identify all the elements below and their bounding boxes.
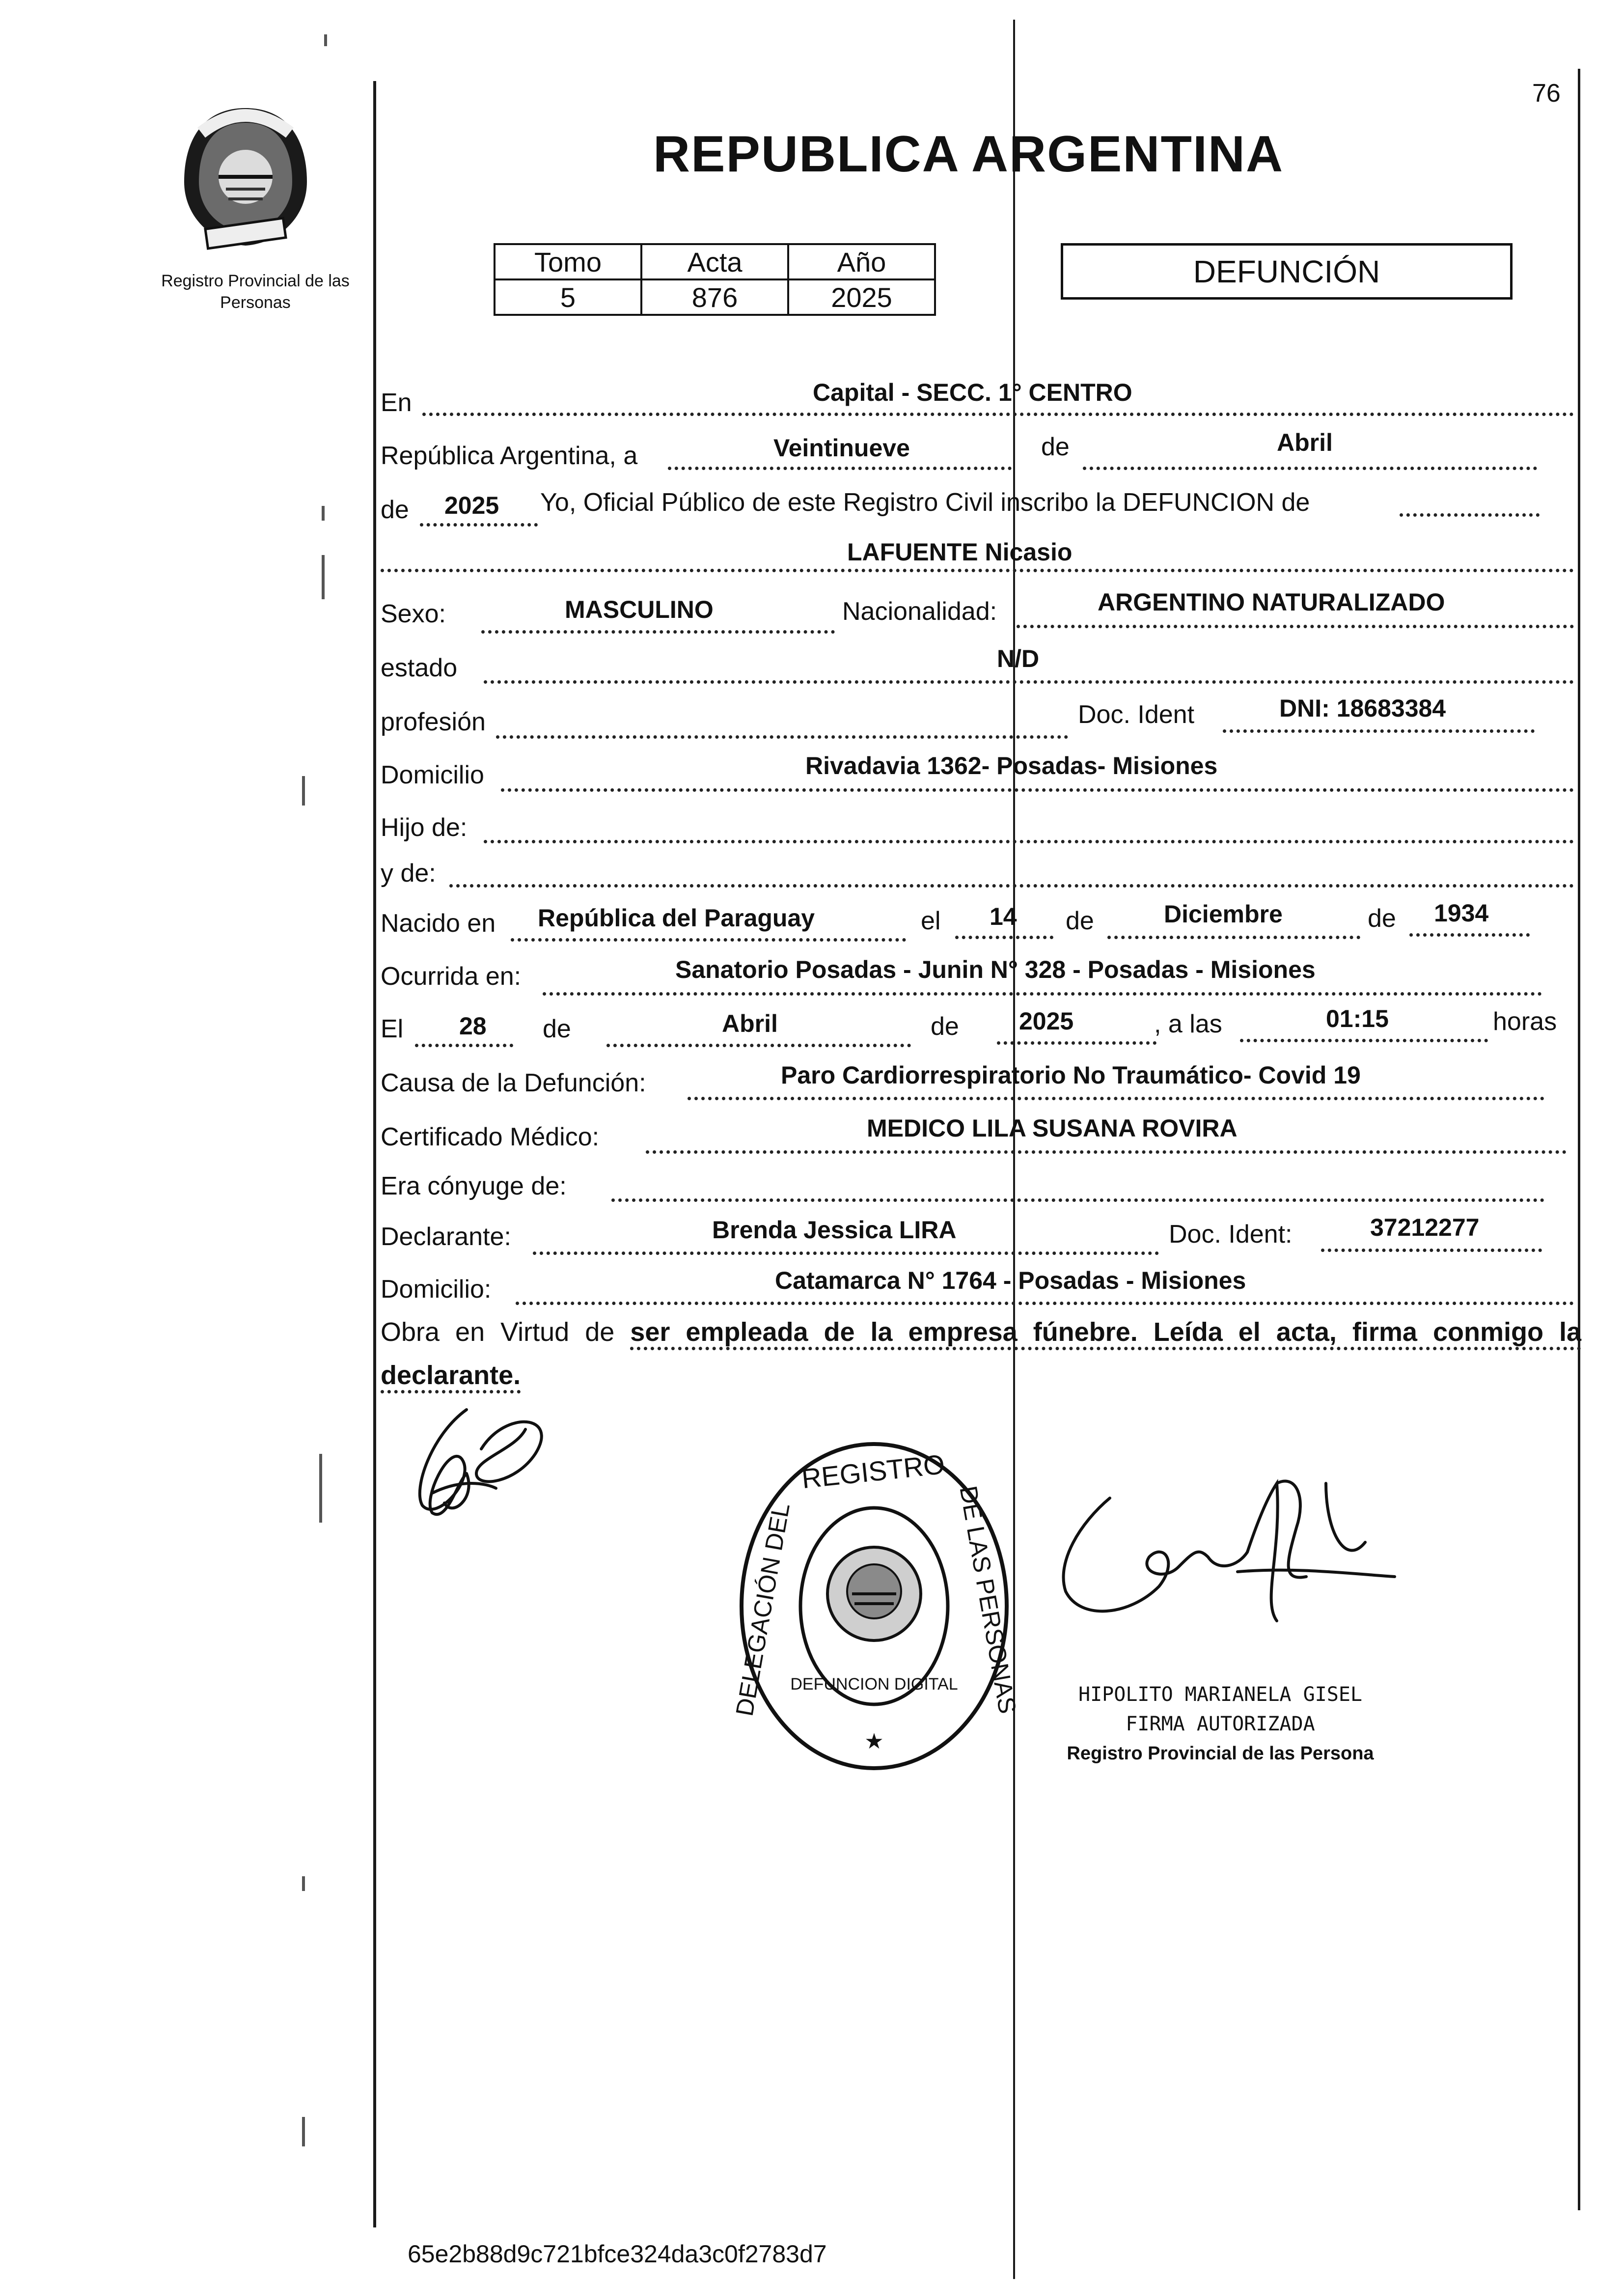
- scan-mark: [322, 555, 325, 599]
- year-dots: [420, 523, 538, 527]
- misiones-logo: [172, 103, 319, 255]
- causa-dots: [688, 1097, 1544, 1100]
- nacido-dots: [511, 938, 906, 942]
- domicilio2-label: Domicilio:: [381, 1275, 492, 1304]
- death-month: Abril: [722, 1010, 778, 1037]
- birth-year-dots: [1409, 933, 1530, 937]
- official-stamp: [732, 1434, 1017, 1778]
- certificado-value: MEDICO LILA SUSANA ROVIRA: [867, 1114, 1238, 1142]
- declarante-signature: [403, 1400, 560, 1532]
- doc-ident-dots: [1223, 729, 1535, 733]
- death-month-dots: [606, 1044, 911, 1047]
- birth-day-dots: [955, 936, 1053, 939]
- domicilio2-dots: [516, 1302, 1574, 1305]
- estado-dots: [484, 680, 1574, 684]
- el-label: el: [921, 907, 941, 935]
- logo-caption: Registro Provincial de las Personas: [161, 272, 350, 312]
- de-label-2: de: [381, 496, 409, 524]
- scan-mark: [302, 2117, 305, 2146]
- month-dots: [1083, 467, 1537, 470]
- scan-mark: [302, 776, 305, 806]
- death-year: 2025: [1019, 1007, 1074, 1035]
- svg-text:REGISTRO: REGISTRO: [800, 1448, 946, 1495]
- profesion-dots: [496, 735, 1068, 739]
- act-type-box: [1061, 243, 1513, 300]
- header-tomo: Tomo: [495, 244, 641, 279]
- authorized-signature: [1051, 1454, 1404, 1680]
- a-las-label: , a las: [1154, 1010, 1222, 1038]
- birth-month: Diciembre: [1164, 900, 1283, 928]
- de-label-4: de: [1368, 904, 1396, 933]
- horas-label: horas: [1493, 1007, 1557, 1036]
- obra-value: ser empleada de la empresa fúnebre. Leída el acta, firma conmigo la declarante.: [381, 1317, 1581, 1393]
- svg-text:DE LAS PERSONAS: DE LAS PERSONAS: [954, 1483, 1017, 1716]
- signer-office: Registro Provincial de las Persona: [1067, 1743, 1374, 1764]
- ocurrida-label: Ocurrida en:: [381, 962, 522, 991]
- obra-prefix: Obra en Virtud de: [381, 1317, 615, 1347]
- document-title: REPUBLICA ARGENTINA: [653, 126, 1284, 183]
- nacido-value: República del Paraguay: [538, 904, 815, 932]
- death-time: 01:15: [1326, 1005, 1389, 1032]
- month: Abril: [1277, 429, 1333, 456]
- republica-label: República Argentina, a: [381, 442, 638, 470]
- nacionalidad-dots: [1017, 625, 1574, 628]
- scan-mark: [324, 34, 327, 46]
- day-dots: [668, 467, 1012, 470]
- conyuge-dots: [611, 1198, 1544, 1202]
- value-tomo: 5: [495, 279, 641, 315]
- conyuge-label: Era cónyuge de:: [381, 1172, 567, 1200]
- value-ano: 2025: [788, 279, 935, 315]
- yde-dots: [449, 884, 1574, 888]
- en-value: Capital - SECC. 1° CENTRO: [813, 379, 1132, 406]
- time-dots: [1240, 1039, 1488, 1042]
- svg-text:★: ★: [864, 1729, 884, 1754]
- inscribo-text: Yo, Oficial Público de este Registro Civil inscribo la DEFUNCION de: [540, 488, 1310, 517]
- right-margin-line: [1578, 69, 1580, 2210]
- estado-value: N/D: [997, 645, 1040, 672]
- declarante-dots: [533, 1251, 1159, 1255]
- certificado-dots: [646, 1150, 1567, 1154]
- declarante-label: Declarante:: [381, 1223, 511, 1251]
- doc-ident2-dots: [1321, 1249, 1542, 1252]
- domicilio-label: Domicilio: [381, 761, 484, 789]
- ocurrida-dots: [543, 992, 1542, 996]
- signer-role: FIRMA AUTORIZADA: [1126, 1713, 1315, 1735]
- birth-day: 14: [990, 903, 1017, 930]
- header-ano: Año: [788, 244, 935, 279]
- sexo-dots: [481, 630, 835, 634]
- doc-ident-value: DNI: 18683384: [1279, 695, 1446, 722]
- scan-mark: [302, 1876, 305, 1891]
- de-label-1: de: [1041, 433, 1070, 461]
- year: 2025: [444, 492, 499, 519]
- estado-label: estado: [381, 654, 458, 682]
- name-dots: [381, 569, 1574, 572]
- sexo-value: MASCULINO: [565, 596, 714, 623]
- doc-ident2-label: Doc. Ident:: [1169, 1220, 1293, 1249]
- causa-value: Paro Cardiorrespiratorio No Traumático- Covid 19: [781, 1061, 1361, 1089]
- document-hash: 65e2b88d9c721bfce324da3c0f2783d7: [408, 2240, 827, 2268]
- page-number: 76: [1532, 79, 1561, 108]
- left-margin-line: [373, 81, 376, 2227]
- death-day-dots: [415, 1044, 513, 1047]
- en-dots: [422, 413, 1574, 416]
- scan-mark: [322, 506, 325, 521]
- nacido-label: Nacido en: [381, 909, 496, 938]
- hijo-label: Hijo de:: [381, 813, 468, 842]
- yde-label: y de:: [381, 859, 436, 888]
- en-label: En: [381, 389, 412, 417]
- de-label-3: de: [1066, 907, 1094, 935]
- death-year-dots: [997, 1041, 1156, 1045]
- act-type: DEFUNCIÓN: [1193, 253, 1380, 289]
- nacionalidad-value: ARGENTINO NATURALIZADO: [1098, 588, 1445, 616]
- declarante-value: Brenda Jessica LIRA: [712, 1216, 957, 1244]
- svg-text:DEFUNCION DIGITAL: DEFUNCION DIGITAL: [790, 1675, 958, 1694]
- profesion-label: profesión: [381, 708, 486, 736]
- domicilio2-value: Catamarca N° 1764 - Posadas - Misiones: [775, 1267, 1246, 1294]
- causa-label: Causa de la Defunción:: [381, 1069, 646, 1097]
- domicilio-value: Rivadavia 1362- Posadas- Misiones: [805, 752, 1218, 779]
- de-label-6: de: [931, 1012, 959, 1041]
- inscribo-dots: [1400, 513, 1540, 517]
- doc-ident-label: Doc. Ident: [1078, 700, 1195, 729]
- domicilio-dots: [501, 788, 1574, 792]
- nacionalidad-label: Nacionalidad:: [842, 597, 997, 626]
- scan-mark: [319, 1454, 322, 1523]
- doc-ident2-value: 37212277: [1370, 1214, 1480, 1241]
- signer-name: HIPOLITO MARIANELA GISEL: [1078, 1683, 1362, 1706]
- day-word: Veintinueve: [773, 434, 910, 462]
- header-acta: Acta: [641, 244, 788, 279]
- sexo-label: Sexo:: [381, 600, 446, 628]
- table-value-row: [495, 279, 935, 315]
- birth-month-dots: [1107, 936, 1360, 939]
- de-label-5: de: [543, 1015, 571, 1043]
- center-fold-line: [1013, 20, 1015, 2279]
- signature-block: [1044, 1680, 1397, 1768]
- certificado-label: Certificado Médico:: [381, 1123, 600, 1151]
- obra-paragraph: [381, 1310, 1581, 1397]
- ocurrida-value: Sanatorio Posadas - Junin N° 328 - Posadas - Misiones: [675, 956, 1316, 983]
- birth-year: 1934: [1434, 899, 1489, 927]
- registry-table: [494, 243, 936, 316]
- hijo-dots: [484, 840, 1574, 843]
- deceased-name: LAFUENTE Nicasio: [847, 538, 1073, 566]
- table-header-row: [495, 244, 935, 279]
- el2-label: El: [381, 1015, 404, 1043]
- svg-text:DELEGACIÓN DEL: DELEGACIÓN DEL: [732, 1501, 795, 1719]
- death-day: 28: [459, 1012, 487, 1040]
- value-acta: 876: [641, 279, 788, 315]
